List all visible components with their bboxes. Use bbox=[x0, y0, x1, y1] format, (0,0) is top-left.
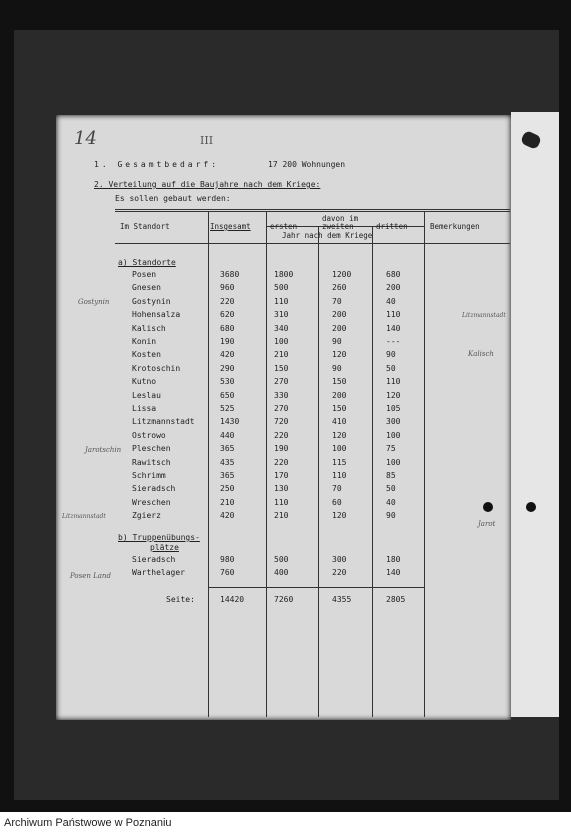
row-year2: 200 bbox=[332, 310, 347, 320]
row-year1: 150 bbox=[274, 363, 289, 373]
row-year1: 310 bbox=[274, 310, 289, 320]
header-jahr: Jahr nach dem Kriege bbox=[282, 231, 373, 240]
row-year3: 75 bbox=[386, 444, 396, 454]
page-number: 14 bbox=[74, 128, 97, 149]
row-year3: 85 bbox=[386, 471, 396, 480]
row-total: 1430 bbox=[220, 417, 240, 427]
row-name: Sieradsch bbox=[132, 555, 176, 564]
row-year2: 200 bbox=[332, 390, 347, 400]
row-year3: 90 bbox=[386, 350, 396, 360]
row-year3: 680 bbox=[386, 270, 401, 279]
row-name: Rawitsch bbox=[132, 457, 171, 467]
row-year2: 90 bbox=[332, 363, 342, 373]
row-year3: 50 bbox=[386, 363, 396, 373]
row-total: 250 bbox=[220, 484, 235, 494]
sum-y3: 2805 bbox=[386, 595, 406, 604]
row-total: 650 bbox=[220, 390, 235, 400]
row-year3: 40 bbox=[386, 497, 396, 507]
adjacent-page bbox=[511, 112, 559, 717]
row-year1: 270 bbox=[274, 404, 289, 413]
header-insgesamt: Insgesamt bbox=[210, 222, 251, 231]
row-year2: 300 bbox=[332, 555, 347, 564]
row-total: 760 bbox=[220, 568, 235, 577]
row-year2: 110 bbox=[332, 471, 347, 480]
row-year3: 180 bbox=[386, 555, 401, 564]
row-name: Konin bbox=[132, 337, 157, 346]
row-year3: 100 bbox=[386, 430, 401, 440]
row-year1: 100 bbox=[274, 337, 289, 346]
row-total: 420 bbox=[220, 511, 235, 521]
table-rule bbox=[115, 209, 510, 210]
row-year2: 120 bbox=[332, 511, 347, 521]
handwritten-note: Litzmannstadt bbox=[62, 513, 106, 520]
row-total: 980 bbox=[220, 555, 235, 564]
row-year1: 400 bbox=[274, 568, 289, 577]
handwritten-note: Gostynin bbox=[78, 298, 110, 306]
row-year1: 190 bbox=[274, 444, 289, 454]
handwritten-note: Jarot bbox=[478, 520, 496, 528]
handwritten-note: Jarotschin bbox=[85, 446, 122, 454]
table-rule bbox=[208, 587, 424, 588]
table-rule bbox=[115, 211, 510, 212]
row-year1: 210 bbox=[274, 350, 289, 360]
row-total: 290 bbox=[220, 363, 235, 373]
row-total: 365 bbox=[220, 471, 235, 480]
row-year2: 1200 bbox=[332, 270, 352, 279]
row-total: 440 bbox=[220, 430, 235, 440]
row-year1: 270 bbox=[274, 377, 289, 387]
row-total: 435 bbox=[220, 457, 235, 467]
row-total: 210 bbox=[220, 497, 235, 507]
row-name: Posen bbox=[132, 270, 157, 279]
row-year2: 70 bbox=[332, 296, 342, 306]
item1-label: 1. Gesamtbedarf: bbox=[94, 160, 220, 169]
row-year1: 500 bbox=[274, 555, 289, 564]
row-year2: 120 bbox=[332, 430, 347, 440]
row-name: Zgierz bbox=[132, 511, 161, 521]
row-year3: --- bbox=[386, 337, 401, 346]
item2-label: 2. Verteilung auf die Baujahre nach dem Kriege: bbox=[94, 180, 321, 189]
table-col-line bbox=[372, 226, 373, 717]
sum-label: Seite: bbox=[166, 595, 195, 604]
row-year1: 1800 bbox=[274, 270, 294, 279]
row-year2: 90 bbox=[332, 337, 342, 346]
item1-value: 17 200 Wohnungen bbox=[268, 160, 346, 169]
row-total: 220 bbox=[220, 296, 235, 306]
row-year1: 210 bbox=[274, 511, 289, 521]
row-total: 3680 bbox=[220, 270, 240, 279]
row-total: 420 bbox=[220, 350, 235, 360]
header-standort: Im Standort bbox=[120, 222, 170, 231]
row-year1: 220 bbox=[274, 430, 289, 440]
handwritten-note: Litzmannstadt bbox=[462, 312, 506, 319]
row-year2: 115 bbox=[332, 457, 347, 467]
row-name: Kutno bbox=[132, 377, 157, 387]
roman-numeral: III bbox=[200, 134, 214, 147]
row-total: 960 bbox=[220, 283, 235, 293]
row-year2: 200 bbox=[332, 323, 347, 333]
row-year3: 90 bbox=[386, 511, 396, 521]
row-year3: 105 bbox=[386, 404, 401, 413]
table-col-line bbox=[266, 212, 267, 717]
row-name: Ostrowo bbox=[132, 430, 166, 440]
handwritten-note: Kalisch bbox=[468, 350, 494, 358]
row-year1: 500 bbox=[274, 283, 289, 293]
row-total: 365 bbox=[220, 444, 235, 454]
row-name: Warthelager bbox=[132, 568, 185, 577]
row-name: Gostynin bbox=[132, 296, 171, 306]
row-year1: 340 bbox=[274, 323, 289, 333]
row-year2: 100 bbox=[332, 444, 347, 454]
row-year2: 150 bbox=[332, 377, 347, 387]
punch-hole bbox=[526, 502, 536, 512]
header-bemerkungen: Bemerkungen bbox=[430, 222, 480, 231]
row-total: 190 bbox=[220, 337, 235, 346]
header-zweiten: zweiten bbox=[322, 222, 354, 231]
row-name: Krotoschin bbox=[132, 363, 181, 373]
row-year3: 100 bbox=[386, 457, 401, 467]
row-name: Pleschen bbox=[132, 444, 171, 454]
footer-bar bbox=[0, 812, 571, 840]
row-name: Litzmannstadt bbox=[132, 417, 195, 427]
row-name: Gnesen bbox=[132, 283, 161, 293]
section-a-title: a) Standorte bbox=[118, 258, 176, 267]
row-total: 620 bbox=[220, 310, 235, 320]
sum-total: 14420 bbox=[220, 595, 245, 604]
section-b-title-2: plätze bbox=[150, 543, 179, 552]
row-year2: 60 bbox=[332, 497, 342, 507]
row-year3: 120 bbox=[386, 390, 401, 400]
row-name: Hohensalza bbox=[132, 310, 181, 320]
table-rule bbox=[115, 243, 510, 244]
row-name: Schrimm bbox=[132, 471, 166, 480]
row-year1: 170 bbox=[274, 471, 289, 480]
row-name: Lissa bbox=[132, 404, 157, 413]
row-year1: 110 bbox=[274, 497, 289, 507]
row-year3: 40 bbox=[386, 296, 396, 306]
row-year2: 70 bbox=[332, 484, 342, 494]
row-year3: 110 bbox=[386, 377, 401, 387]
punch-hole bbox=[483, 502, 493, 512]
row-year1: 220 bbox=[274, 457, 289, 467]
row-name: Sieradsch bbox=[132, 484, 176, 494]
row-year2: 220 bbox=[332, 568, 347, 577]
archive-name: Archiwum Państwowe w Poznaniu bbox=[4, 817, 172, 829]
row-year2: 150 bbox=[332, 404, 347, 413]
table-col-line bbox=[424, 212, 425, 717]
row-year3: 300 bbox=[386, 417, 401, 427]
row-year3: 50 bbox=[386, 484, 396, 494]
table-col-line bbox=[208, 212, 209, 717]
row-name: Wreschen bbox=[132, 497, 171, 507]
row-total: 525 bbox=[220, 404, 235, 413]
header-davon: davon im bbox=[322, 214, 359, 223]
item2-sub: Es sollen gebaut werden: bbox=[115, 194, 231, 203]
handwritten-note: Posen Land bbox=[70, 572, 111, 580]
row-year1: 330 bbox=[274, 390, 289, 400]
header-ersten: ersten bbox=[270, 222, 298, 231]
row-name: Leslau bbox=[132, 390, 161, 400]
row-year1: 110 bbox=[274, 296, 289, 306]
row-year3: 200 bbox=[386, 283, 401, 293]
row-year3: 140 bbox=[386, 568, 401, 577]
table-col-line bbox=[318, 226, 319, 717]
sum-y1: 7260 bbox=[274, 595, 294, 604]
row-year3: 140 bbox=[386, 323, 401, 333]
header-dritten: dritten bbox=[376, 222, 408, 231]
row-year2: 120 bbox=[332, 350, 347, 360]
row-total: 530 bbox=[220, 377, 235, 387]
row-year1: 720 bbox=[274, 417, 289, 427]
row-year2: 410 bbox=[332, 417, 347, 427]
row-year2: 260 bbox=[332, 283, 347, 293]
row-year1: 130 bbox=[274, 484, 289, 494]
sum-y2: 4355 bbox=[332, 595, 352, 604]
row-year3: 110 bbox=[386, 310, 401, 320]
row-name: Kosten bbox=[132, 350, 161, 360]
row-name: Kalisch bbox=[132, 323, 166, 333]
section-b-title: b) Truppenübungs- bbox=[118, 533, 200, 542]
row-total: 680 bbox=[220, 323, 235, 333]
